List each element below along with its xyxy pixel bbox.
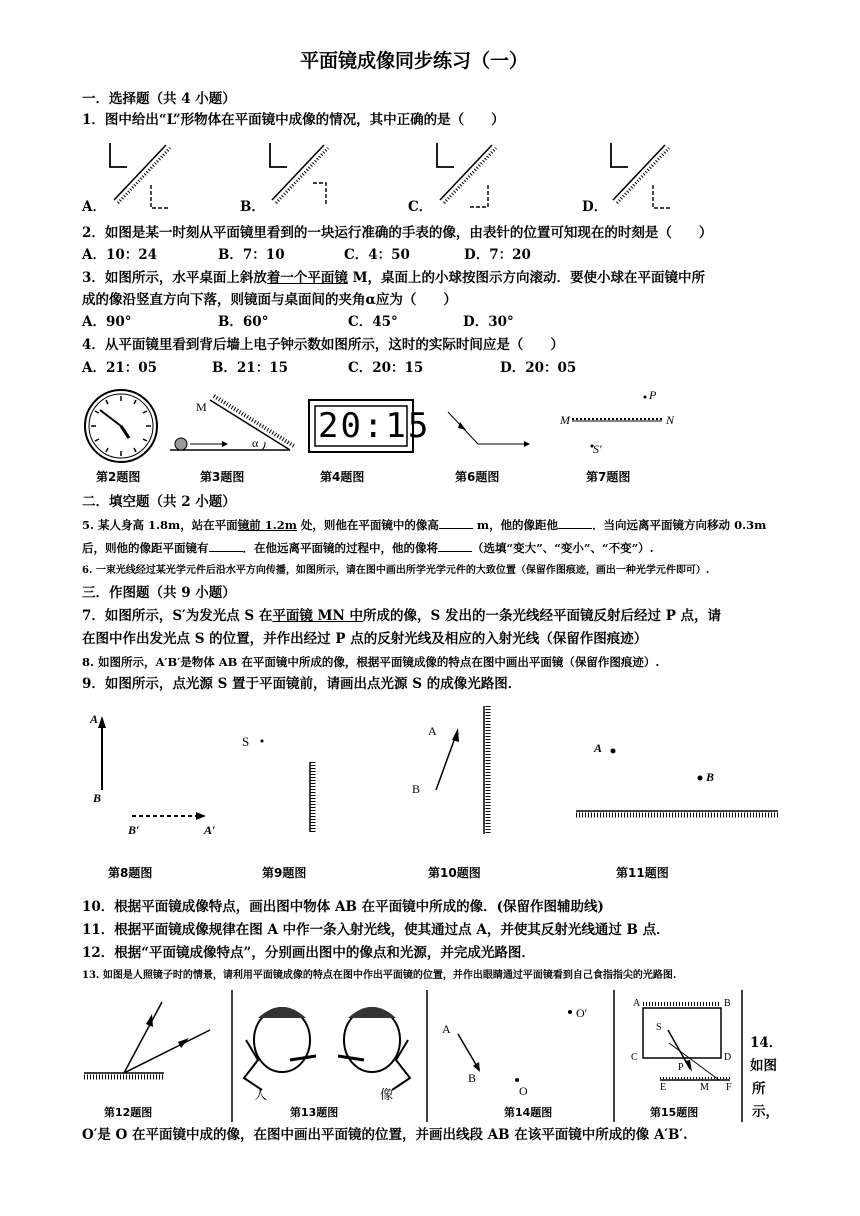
fig8-caption: 第8题图: [108, 866, 153, 880]
fig4-caption: 第4题图: [320, 470, 365, 484]
fig15-label-f: F: [726, 1082, 732, 1093]
section-choice-heading: 一．选择题（共 4 小题）: [82, 91, 236, 107]
question-7-line-1: 7．如图所示，S′为发光点 S 在平面镜 MN 中所成的像，S 发出的一条光线经平面镜反射后经过 P 点，请: [82, 608, 722, 624]
fig14-label-b: B: [468, 1071, 477, 1085]
question-9: 9．如图所示，点光源 S 置于平面镜前，请画出点光源 S 的成像光路图．: [82, 676, 522, 692]
q1-option-a: A．: [82, 199, 106, 215]
fig12-caption: 第12题图: [104, 1106, 153, 1119]
question-11: 11．根据平面镜成像规律在图 A 中作一条入射光线，使其通过点 A，并使其反射光线通过 B 点．: [82, 922, 670, 938]
question-5-line-2: 后，则他的像距平面镜有 ．在他远离平面镜的过程中，他的像将 （选填“变大”、“变小”、“不变”）.: [82, 541, 654, 555]
section-fill-heading: 二．填空题（共 2 小题）: [82, 494, 236, 510]
fig14-label-o: O: [519, 1084, 528, 1098]
fig15-label-e: E: [660, 1082, 667, 1093]
fig15-label-b: B: [724, 998, 731, 1009]
question-5-line-1: 5. 某人身高 1.8m，站在平面镜前 1.2m 处，则他在平面镜中的像高 m，他的像距他 ．当向远离平面镜方向移动 0.3m: [82, 518, 767, 532]
question-12: 12．根据“平面镜成像特点”，分别画出图中的像点和光源，并完成光路图．: [82, 945, 535, 961]
q14-side-2: 如图: [750, 1058, 777, 1074]
question-8: 8. 如图所示，A′B′是物体 AB 在平面镜中所成的像，根据平面镜成像的特点在图中画出平面镜（保留作图痕迹）.: [82, 655, 660, 669]
question-3-line-1: 3．如图所示，水平桌面上斜放着一个平面镜 M，桌面上的小球按图示方向滚动．要使小球在平面镜中所: [82, 270, 706, 286]
fig7-caption: 第7题图: [586, 470, 631, 484]
fig14-label-a: A: [442, 1022, 451, 1036]
question-4: 4．从平面镜里看到背后墙上电子钟示数如图所示，这时的实际时间应是（ ）: [82, 337, 564, 353]
fig11-caption: 第11题图: [616, 866, 669, 880]
fig15-label-m: M: [700, 1082, 709, 1093]
fig15-room: [643, 1004, 730, 1080]
q14-side-4: 示，: [752, 1104, 779, 1120]
fig13-faces: [244, 1007, 410, 1090]
q3-option-c: C．45°: [348, 314, 398, 330]
question-7-line-2: 在图中作出发光点 S 的位置，并作出经过 P 点的反射光线及相应的入射光线（保留作图痕迹）: [82, 631, 648, 647]
fig7-label-n: N: [666, 413, 675, 427]
q2-option-b: B．7：10: [218, 247, 285, 263]
fig11-label-a: A: [594, 741, 603, 755]
q2-option-c: C．4：50: [344, 247, 410, 263]
section-drawing-heading: 三．作图题（共 9 小题）: [82, 585, 236, 601]
q4-option-c: C．20：15: [348, 360, 424, 376]
fig8-label-ap: A′: [204, 823, 216, 837]
fig12-reflection: [84, 1002, 210, 1077]
fig3-label-m: M: [196, 400, 207, 414]
fig6-caption: 第6题图: [455, 470, 500, 484]
q14-side-1: 14．: [750, 1035, 783, 1051]
fig7-label-p: P: [649, 388, 657, 402]
q4-option-a: A．21：05: [82, 360, 158, 376]
q14-side-3: 所: [752, 1081, 766, 1097]
fig10-caption: 第10题图: [428, 866, 481, 880]
fig3-label-alpha: α: [252, 436, 259, 450]
fig15-caption: 第15题图: [650, 1106, 699, 1119]
fig4-clock-digits: 20:15: [318, 406, 431, 446]
q2-option-d: D．7：20: [464, 247, 531, 263]
fig2-caption: 第2题图: [96, 470, 141, 484]
question-13: 13. 如图是人照镜子时的情景，请利用平面镜成像的特点在图中作出平面镜的位置，并作出眼睛通过平面镜看到自己食指指尖的光路图.: [82, 970, 677, 981]
fig8-label-bp: B′: [128, 823, 140, 837]
fig7-label-s: S′: [593, 442, 602, 456]
question-14-line-2: O′是 O 在平面镜中成的像，在图中画出平面镜的位置，并画出线段 AB 在该平面镜中所成的像 A′B′.: [82, 1127, 688, 1143]
q2-option-a: A．10：24: [82, 247, 158, 263]
fig8-label-a: A: [90, 712, 99, 726]
fig15-label-p: P: [678, 1062, 684, 1073]
question-2: 2．如图是某一时刻从平面镜里看到的一块运行准确的手表的像，由表针的位置可知现在的时刻是（ ）: [82, 225, 713, 241]
q1-option-c: C．: [408, 199, 433, 215]
q1-option-d: D．: [582, 199, 608, 215]
question-6: 6. 一束光线经过某光学元件后沿水平方向传播，如图所示，请在图中画出所学光学元件的大致位置（保留作图痕迹，画出一种光学元件即可）.: [82, 565, 710, 576]
q3-option-a: A．90°: [82, 314, 132, 330]
fig9-label-s: S: [242, 734, 250, 749]
fig13-label-image: 像: [380, 1087, 394, 1102]
fig15-label-a: A: [633, 998, 641, 1009]
fig13-caption: 第13题图: [290, 1106, 339, 1119]
page-title: 平面镜成像同步练习（一）: [300, 50, 529, 72]
fig9-caption: 第9题图: [262, 866, 307, 880]
q3-option-b: B．60°: [218, 314, 269, 330]
fig14-label-op: O′: [576, 1006, 588, 1020]
fig15-label-c: C: [631, 1052, 638, 1063]
fig3-caption: 第3题图: [200, 470, 245, 484]
fig7-label-m: M: [560, 413, 570, 427]
q4-option-d: D．20：05: [500, 360, 577, 376]
q4-option-b: B．21：15: [212, 360, 288, 376]
question-10: 10．根据平面镜成像特点，画出图中物体 AB 在平面镜中所成的像．(保留作图辅助线): [82, 899, 604, 915]
q1-option-b: B．: [240, 199, 265, 215]
fig15-label-d: D: [724, 1052, 732, 1063]
question-3-line-2: 成的像沿竖直方向下落，则镜面与桌面间的夹角α应为（ ）: [82, 292, 457, 308]
fig8-label-b: B: [93, 791, 102, 805]
fig11-label-b: B: [706, 770, 715, 784]
fig10-label-b: B: [412, 782, 421, 796]
question-1: 1．图中给出“L”形物体在平面镜中成像的情况，其中正确的是（ ）: [82, 112, 505, 128]
fig10-label-a: A: [428, 724, 437, 738]
fig14-caption: 第14题图: [504, 1106, 553, 1119]
fig15-label-s: S: [656, 1022, 662, 1033]
fig13-label-person: 人: [254, 1087, 268, 1102]
q3-option-d: D．30°: [463, 314, 514, 330]
